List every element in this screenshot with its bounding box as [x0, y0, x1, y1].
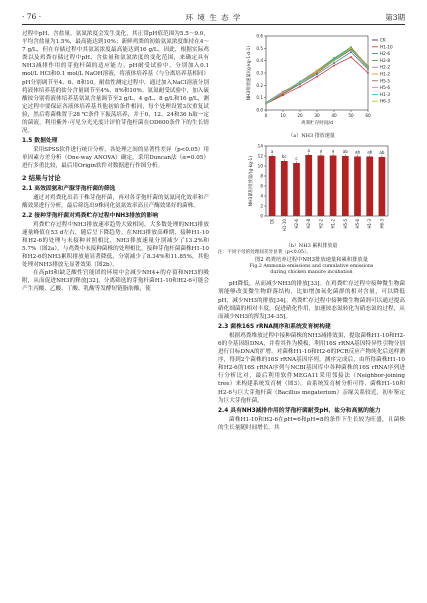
x-tick-label: 0	[264, 113, 268, 118]
significance-letter: ab	[342, 148, 348, 154]
data-point	[299, 82, 301, 84]
data-point	[350, 56, 352, 58]
significance-letter: ab	[367, 149, 373, 155]
journal-name: 环 境 生 态 学	[185, 13, 242, 22]
legend-label: H1-10	[380, 44, 393, 50]
paragraph: 过程中pH、含盐量、氨氮浓度会发生变化，其正常pH值范围为5.5～9.0，平均含盐量为1.5%，最高能达到10%；新鲜鸡粪的初始氨氮浓度维持在4～7 g/L，但在存储过程中其氨氮浓度最高能达到16 g/L。因此，根据实际鸡粪以及鸡粪存储过程中pH、含盐量和氨氮浓度的变化范围，来确定具有NH3减排作用的芽孢杆菌的适应能力。pH耐受试验中，分别加入0.1 mol/L HCl和0.1 mol/L NaOH溶液，将液体培养基（与分离培养基相同）pH分别调节至4、6、8和10。耐盐性测定过程中，通过加入NaCl溶液分别将液体培养基的盐分含量调节至4%、8%和10%。氨氮耐受试验中，加入硫酸铵分别将液体培养基氨氮含量调节至2 g/L、4 g/L、8 g/L和16 g/L，测定过程中要保证各液体培养基其他初始条件相同，每个处理设置3次重复试验，然后将菌株置于28 ℃条件下振荡培养，并于0、12、24和36 h取一定的菌液，利用紫外-可见分光光度计评价芽孢杆菌在OD600条件下的生长情况。	[22, 31, 209, 135]
series-line	[266, 48, 368, 102]
figure-caption-b: （b）NH3 累积排放量	[285, 242, 338, 249]
page-header	[22, 10, 405, 25]
y-tick-label: 14	[257, 143, 263, 149]
legend-label: H2-8	[380, 57, 390, 63]
x-tick-label: H1-3	[367, 218, 373, 229]
bar	[269, 156, 276, 216]
data-point	[316, 71, 318, 73]
y-tick-label: 0	[260, 213, 263, 219]
x-tick-label: H2-6	[294, 218, 299, 229]
right-column	[218, 30, 405, 432]
legend-label: H1-2	[380, 71, 390, 77]
data-point	[333, 62, 335, 64]
y-tick-label: 6	[260, 183, 263, 189]
data-point	[265, 103, 267, 105]
x-tick-label: 60	[365, 113, 371, 118]
section-heading: 2.1 高效固氨和产脲芽孢杆菌的筛选	[22, 185, 116, 192]
data-point	[350, 51, 352, 53]
legend-label: CK	[380, 37, 386, 43]
legend-label: H5-6	[380, 85, 390, 91]
y-tick-label: 2	[260, 203, 263, 209]
page-number: · 76 ·	[22, 12, 42, 21]
bar	[305, 155, 312, 216]
y-tick-label: 0.0	[256, 107, 263, 113]
y-axis-label: NH3排放速量/(g·kg-1·d-1)	[247, 45, 252, 101]
paragraph: 通过对鸡粪化出若干株芽孢杆菌，再对各芽孢杆菌的氨氮同化效率和产酶效果进行分析，最后筛选出9株同化氨氮效率高且产酶效果好的菌株。	[22, 194, 209, 209]
significance-letter: ab	[379, 149, 385, 155]
bar	[354, 156, 361, 216]
series-line	[266, 57, 368, 104]
figure-title-en: Fig.2 Ammonia emissions and cumulative emissions	[249, 264, 374, 270]
figure-title-en: during chicken manure incubation	[270, 270, 353, 276]
figure-caption-a: （a）NH3 排放速量	[288, 133, 335, 140]
x-tick-label: H6-3	[379, 218, 385, 229]
paragraph: 鸡粪贮存过程中NH3排放速率趋势大致相同，大多数处理的NH3排放速量峰值在53 d左右，随后呈下降趋势。在NH3排放高峰期，接种H1-10和H2-6的处理与未接种对照相比，NH3排放速量分别减少了13.2%和5.7%（图2a）。与鸡粪中未接种菌株的处理相比，接种芽孢杆菌菌株H1-10和H2-6的NH3累积排放量显著降低，分别减少了8.34%和11.85%，其他处理对NH3排放无显著效果（图2b）。	[22, 221, 209, 269]
section-heading: 2.3 菌株16S rRNA测序和系统发育树构建	[218, 323, 331, 330]
x-tick-label: H2-8	[306, 218, 312, 229]
significance-letter: a	[270, 148, 274, 154]
y-tick-label: 0.3	[256, 70, 263, 76]
significance-letter: a	[319, 148, 323, 154]
legend-label: H6-3	[380, 98, 390, 104]
legend-label: H2-2	[380, 64, 390, 70]
data-point	[333, 65, 335, 67]
figure-note: 注：不同字母的处理间差异显著（p<0.05）。	[218, 250, 311, 256]
y-tick-label: 10	[257, 163, 263, 169]
data-point	[299, 86, 301, 88]
significance-letter: a	[307, 147, 310, 153]
bar	[293, 163, 300, 216]
legend-label: H1-3	[380, 91, 390, 97]
x-tick-label: H5-5	[342, 218, 348, 229]
bar	[342, 156, 349, 216]
significance-letter: ab	[355, 149, 360, 155]
x-tick-label: H1-10	[281, 218, 287, 231]
paragraph: pH降低，从而减少NH3的排放[33]。在鸡粪贮存过程中接种微生物菌剂能够改变微生物群落结构，比如增加氧化菌群的相对含量，可以降低pH，减少NH3的排放[34]。鸡粪贮存过程中接种微生物菌剂可以通过提高硝化细菌的相对丰度，促进硝化作用，加速铵态氮转化为硝态氮的过程，从而减少NH3的挥发[34-35]。	[218, 281, 405, 320]
section-heading: 2.2 接种芽孢杆菌对鸡粪贮存过程中NH3排放的影响	[22, 212, 159, 219]
data-point	[333, 60, 335, 62]
x-tick-label: H1-2	[330, 218, 336, 229]
y-tick-label: 0.5	[256, 45, 263, 51]
y-tick-label: 12	[257, 153, 263, 159]
bar	[330, 155, 337, 216]
data-point	[367, 67, 369, 69]
paragraph: 采用SPSS软件进行统计分析，各处理之间的显著性差异（p<0.05）用单因素方差分析（One-way ANOVA）确定，采用Duncan法（α=0.05）进行多重比较，最后用Origin软件对数据进行作图分析。	[22, 147, 209, 170]
paragraph: 菌株H1-10和H2-6在pH=6和pH=8的条件下生长较为旺盛，且菌株的生长量随时间增长。其	[218, 416, 405, 431]
x-tick-label: 30	[314, 113, 320, 118]
y-tick-label: 0.1	[256, 95, 263, 101]
legend-label: H5-5	[380, 78, 390, 84]
y-tick-label: 8	[260, 173, 263, 179]
figure-title-zh: 图2 鸡粪培养过程中NH3排放速量和累积排放量	[254, 257, 369, 264]
significance-letter: a	[331, 148, 335, 154]
data-point	[367, 72, 369, 74]
y-tick-label: 0.4	[256, 58, 263, 64]
data-point	[282, 92, 284, 94]
significance-letter: bc	[281, 153, 287, 159]
section-heading: 2 结果与讨论	[22, 173, 61, 182]
x-tick-label: H5-6	[355, 218, 360, 229]
chart-cumulative-emission	[218, 140, 405, 240]
y-tick-label: 0.2	[256, 82, 263, 88]
significance-letter: c	[295, 155, 298, 161]
bar	[318, 155, 325, 216]
y-tick-label: 4	[260, 193, 263, 199]
x-axis-label: 鸡粪贮存时间/d	[300, 121, 334, 126]
chart-emission-rate	[218, 30, 405, 130]
paragraph: 根据鸡粪堆放过程中接种菌株的NH3减排效果，提取菌株H1-10和H2-6的全基因组DNA，并将其作为模板，利用16S rRNA基因特异性引物分别进行目标DNA的扩增。对菌株H1-10和H2-6的PCR反应产物纯化后送样测序，得到2个菌株的16S rRNA基因序列。测序完成后，由所得菌株H1-10和H2-6的16S rRNA序列与NCBI基因库中各种菌株的16S rRNA序列进行分析比对，最后利用软件MEGA11采用邻接法（Neighbor-joining tree）来构建系统发育树（图3）。由系统发育树分析可得，菌株H1-10和H2-6与巨大芽孢杆菌（Bacillus megaterium）亲缘关系较近，初步鉴定为巨大芽孢杆菌。	[218, 332, 405, 404]
y-tick-label: 0.6	[256, 33, 263, 39]
issue-number: 第3期	[385, 13, 405, 22]
section-heading: 1.5 数据处理	[22, 138, 58, 145]
data-point	[350, 47, 352, 49]
bar	[379, 157, 386, 216]
paragraph: 在高pH和缺乏酸性官能团的环境中会减少NH4+的存留和NH3的吸附，从而促进NH3的释放[32]。分离筛选的芽孢杆菌H1-10和H2-6可能会产生丙酸、乙酸、丁酸、乳酸等发酵短链脂肪酸，使	[22, 270, 209, 293]
x-tick-label: H2-2	[318, 218, 324, 229]
x-tick-label: 50	[348, 113, 354, 118]
data-point	[316, 76, 318, 78]
section-heading: 2.4 具有NH3减排作用的芽孢杆菌耐受pH、盐分和高氨的能力	[218, 407, 381, 414]
figure-2	[218, 30, 405, 276]
x-tick-label: 40	[331, 113, 337, 118]
x-tick-label: CK	[269, 218, 275, 225]
x-tick-label: 20	[297, 113, 303, 118]
bar	[366, 156, 373, 216]
bar	[281, 161, 288, 216]
y-axis-label: NH3累积排放量/(g·kg-1)	[249, 155, 254, 206]
legend-label: H2-6	[380, 51, 390, 57]
left-column	[22, 30, 209, 294]
x-tick-label: 10	[280, 113, 286, 118]
